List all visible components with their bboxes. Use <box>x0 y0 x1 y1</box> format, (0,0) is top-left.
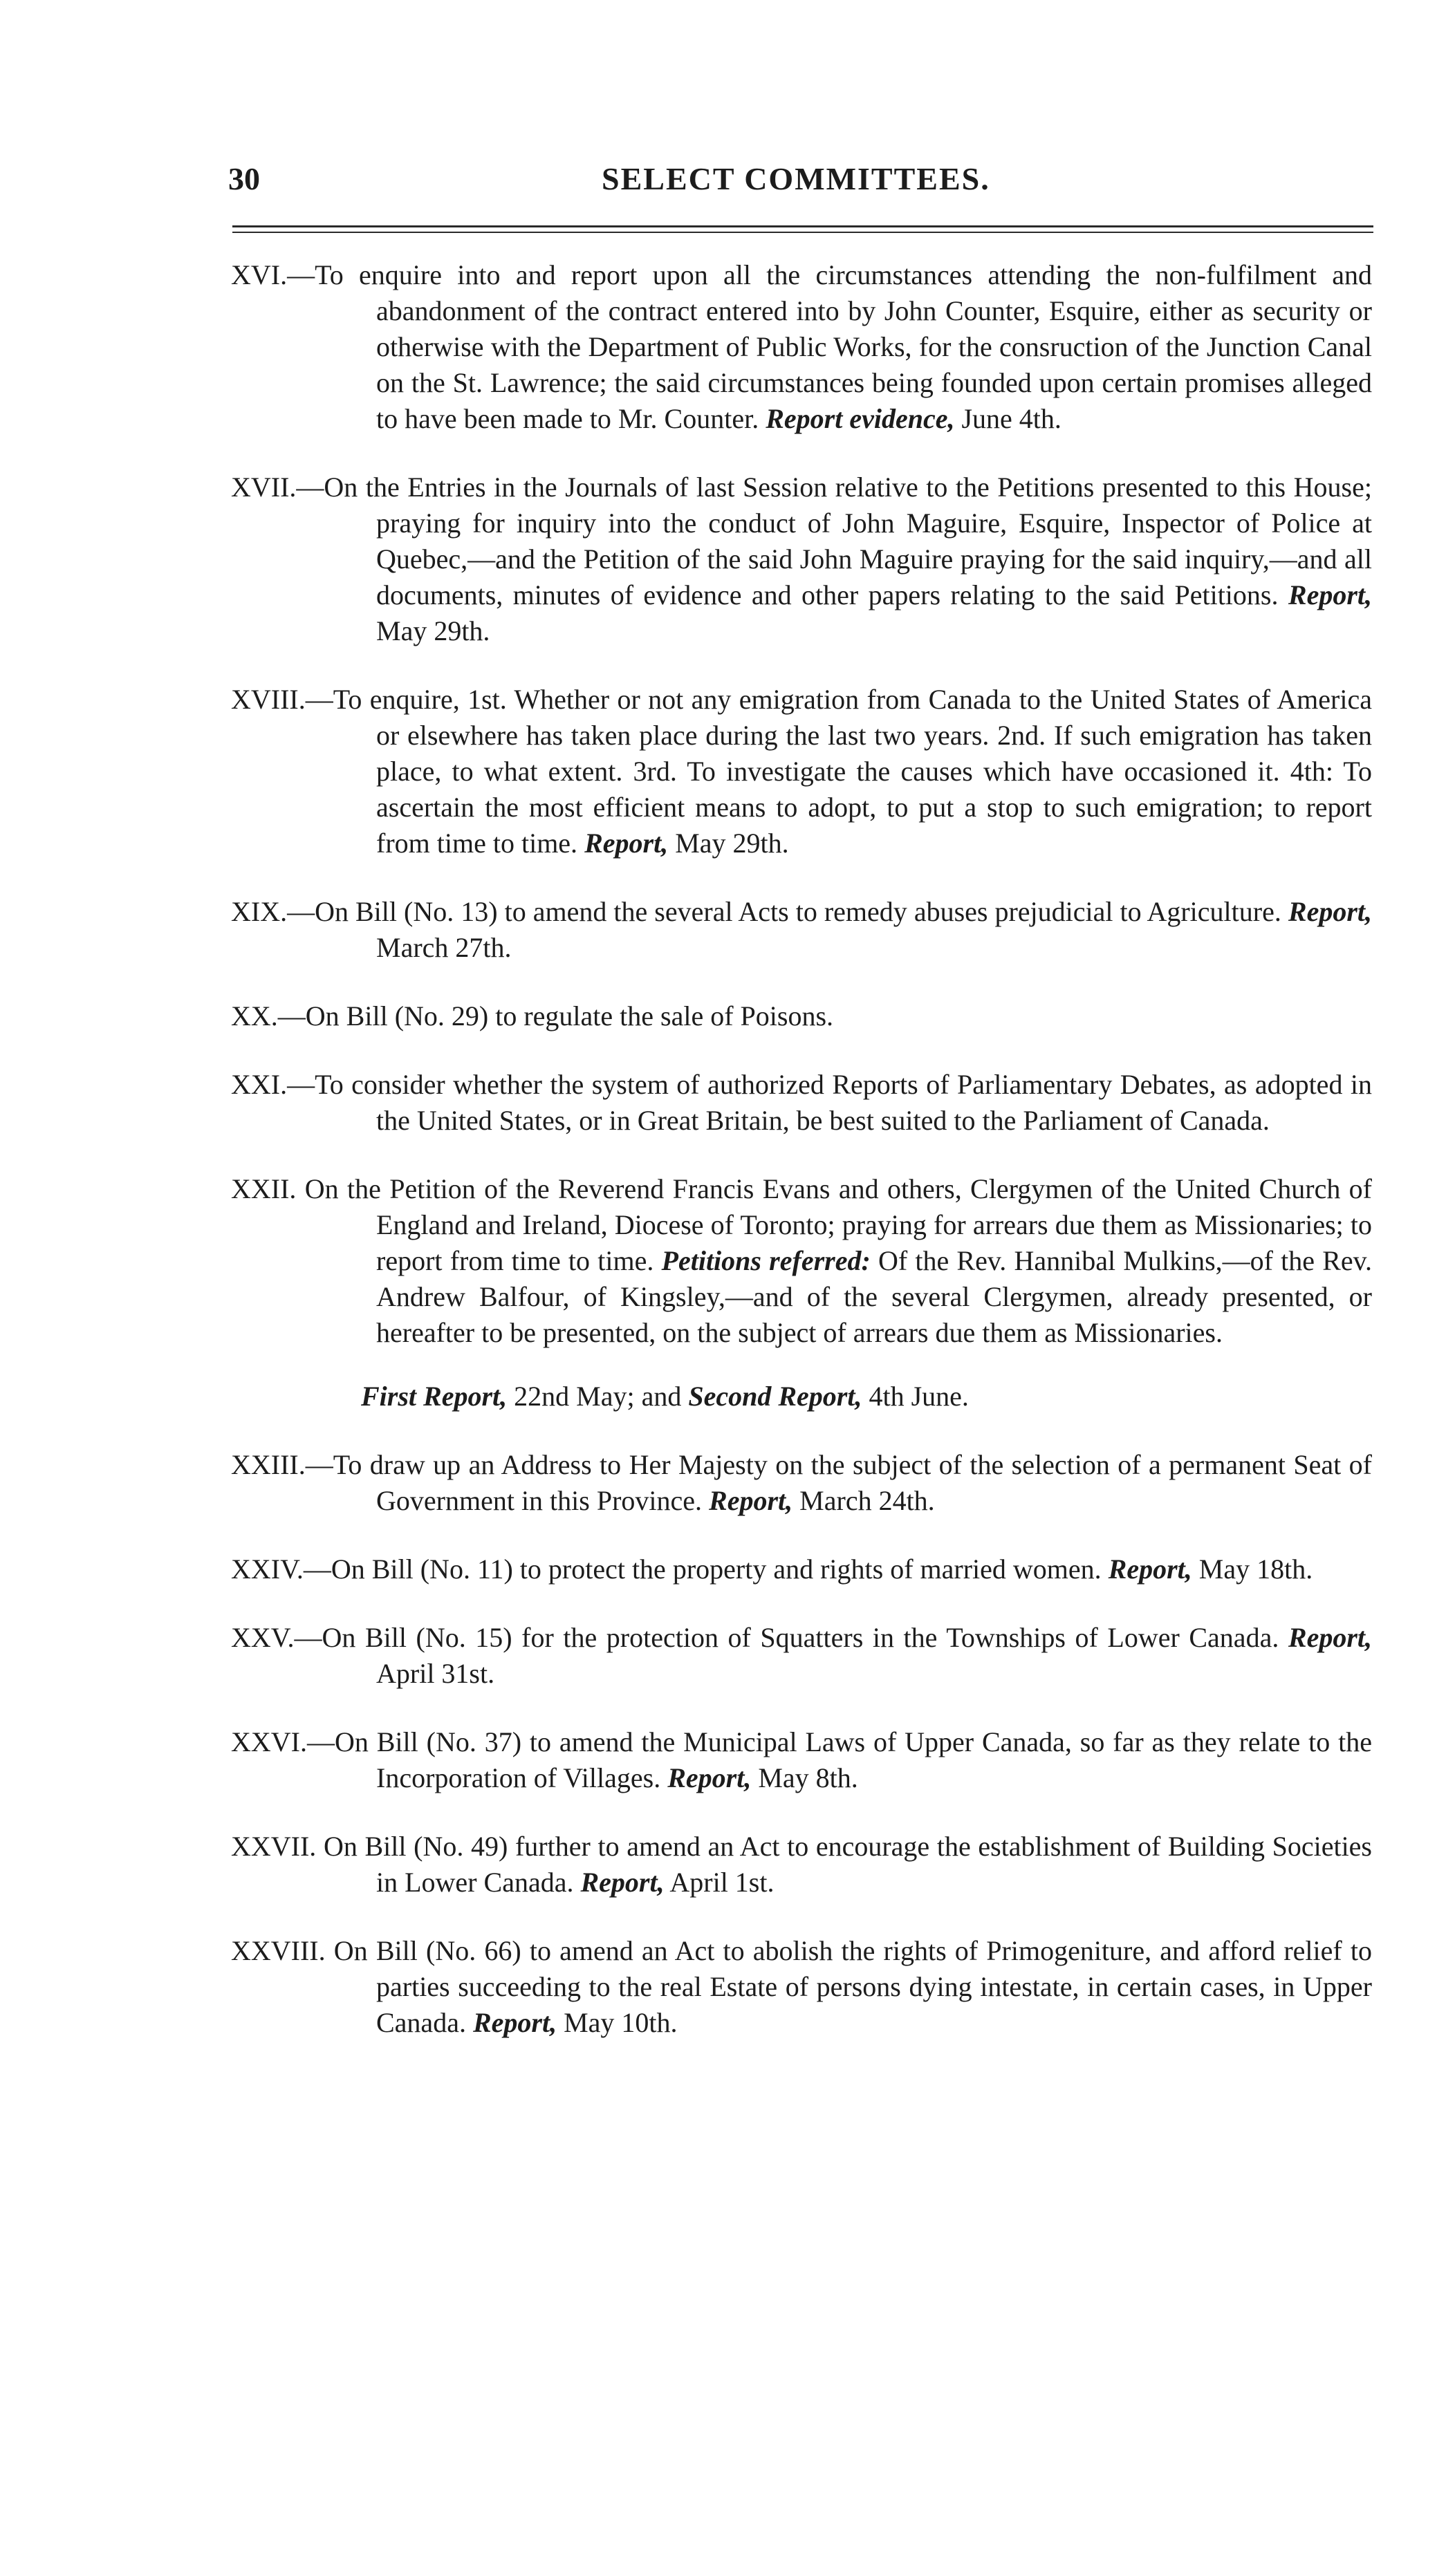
report-label: Report, <box>1288 579 1373 610</box>
report-date: June 4th. <box>961 403 1061 434</box>
entry-text: On Bill (No. 49) further to amend an Act to encourage the establishment of Building Societies in Lower Canada. <box>316 1831 1372 1898</box>
reports-conjunction: and <box>641 1381 682 1412</box>
running-head: SELECT COMMITTEES. <box>602 161 990 196</box>
entry-number: XXIII. <box>231 1449 306 1480</box>
report-label: Report, <box>584 828 669 859</box>
list-item <box>231 682 1372 861</box>
entry-text: —To enquire, 1st. Whether or not any emigration from Canada to the United States of America or elsewhere has taken place during the last two years. 2nd. If such emigration has taken place, to what extent. 3rd. To investigate the causes which have occasioned it. 4th: To ascertain the most efficient means to adopt, to put a stop to such emigration; to report from time to time. <box>305 684 1372 859</box>
entry-number: XVIII. <box>231 684 306 715</box>
entry-number: XXI. <box>231 1069 288 1100</box>
entry-number: XVII. <box>231 472 297 503</box>
entry-text: —On Bill (No. 29) to regulate the sale of Poisons. <box>277 1000 834 1032</box>
entry-text: —To enquire into and report upon all the circumstances attending the non-fulfilment and abandonment of the contract entered into by John Counter, Esquire, either as security or otherwise with the Department of Public Works, for the consruction of the Junction Canal on the St. Lawrence; the said circumstances being founded upon certain promises alleged to have been made to Mr. Counter. <box>287 259 1372 434</box>
report-label: Report, <box>709 1485 793 1516</box>
report-label: Report, <box>580 1867 665 1898</box>
list-item <box>231 894 1372 966</box>
entry-number: XXV. <box>231 1622 295 1653</box>
list-item <box>231 1171 1372 1351</box>
report-date: March 27th. <box>376 932 512 963</box>
entry-number: XIX. <box>231 896 288 927</box>
list-item <box>231 1933 1372 2041</box>
list-item <box>231 469 1372 649</box>
header-rule-thin <box>232 232 1373 233</box>
report-date: April 1st. <box>669 1867 775 1898</box>
first-report-date: 22nd May; <box>514 1381 635 1412</box>
entry-text: —On the Entries in the Journals of last Session relative to the Petitions presented to this House; praying for inquiry into the conduct of John Maguire, Esquire, Inspector of Police at Quebec,—and the Petition of the said John Maguire praying for the said inquiry,—and all documents, minutes of evidence and other papers relating to the said Petitions. <box>296 472 1372 610</box>
committee-list <box>231 257 1372 2069</box>
report-date: Of the Rev. Hannibal Mulkins,—of the Rev. Andrew Balfour, of Kingsley,—and of the several Clergymen, already presented, or hereafter to be presented, on the subject of arrears due them as Missionaries. <box>376 1245 1373 1348</box>
entry-number: XXII. <box>231 1173 297 1204</box>
report-date: May 8th. <box>758 1762 858 1793</box>
entry-text: —On Bill (No. 13) to amend the several Acts to remedy abuses prejudicial to Agriculture. <box>287 896 1281 927</box>
report-date: May 18th. <box>1198 1553 1313 1585</box>
list-item <box>231 1620 1372 1692</box>
entry-text: —To consider whether the system of authorized Reports of Parliamentary Debates, as adopted in the United States, or in Great Britain, be best suited to the Parliament of Canada. <box>287 1069 1372 1136</box>
entry-number: XXVIII. <box>231 1935 326 1966</box>
entry-text: —On Bill (No. 11) to protect the property and rights of married women. <box>303 1553 1102 1585</box>
report-date: April 31st. <box>376 1658 495 1689</box>
entry-number: XX. <box>231 1000 278 1032</box>
entry-text: —On Bill (No. 37) to amend the Municipal Laws of Upper Canada, so far as they relate to the Incorporation of Villages. <box>306 1726 1372 1793</box>
entry-text: —To draw up an Address to Her Majesty on the subject of the selection of a permanent Seat of Government in this Province. <box>305 1449 1372 1516</box>
second-report-date: 4th June. <box>869 1381 969 1412</box>
xxii-reports-line <box>231 1379 1372 1415</box>
report-label: Report, <box>472 2007 557 2038</box>
report-date: March 24th. <box>799 1485 935 1516</box>
report-label: Report, <box>1108 1553 1192 1585</box>
entry-number: XVI. <box>231 259 288 290</box>
report-date: May 10th. <box>564 2007 678 2038</box>
report-label: Petitions referred: <box>661 1245 871 1276</box>
page-number: 30 <box>228 161 260 196</box>
entry-text: On Bill (No. 66) to amend an Act to abolish the rights of Primogeniture, and afford relief to parties succeeding to the real Estate of persons dying intestate, in certain cases, in Upper Canada. <box>325 1935 1372 2038</box>
first-report-label: First Report, <box>361 1381 508 1412</box>
entry-number: XXVI. <box>231 1726 307 1757</box>
report-label: Report, <box>667 1762 752 1793</box>
report-date: May 29th. <box>376 615 490 646</box>
list-item <box>231 1829 1372 1901</box>
list-item <box>231 998 1372 1034</box>
report-date: May 29th. <box>675 828 789 859</box>
entry-number: XXVII. <box>231 1831 317 1862</box>
header-rule-thick <box>232 225 1373 227</box>
report-label: Report, <box>1288 896 1373 927</box>
report-label: Report, <box>1288 1622 1373 1653</box>
list-item <box>231 1551 1372 1587</box>
report-label: Report evidence, <box>766 403 955 434</box>
second-report-label: Second Report, <box>688 1381 862 1412</box>
list-item <box>231 257 1372 437</box>
entry-number: XXIV. <box>231 1553 304 1585</box>
entry-text: —On Bill (No. 15) for the protection of Squatters in the Townships of Lower Canada. <box>294 1622 1279 1653</box>
list-item <box>231 1447 1372 1519</box>
list-item <box>231 1724 1372 1796</box>
list-item <box>231 1067 1372 1139</box>
entry-text: On the Petition of the Reverend Francis Evans and others, Clergymen of the United Church of England and Ireland, Diocese of Toronto; praying for arrears due them as Missionaries; to report from time to time. <box>296 1173 1372 1276</box>
